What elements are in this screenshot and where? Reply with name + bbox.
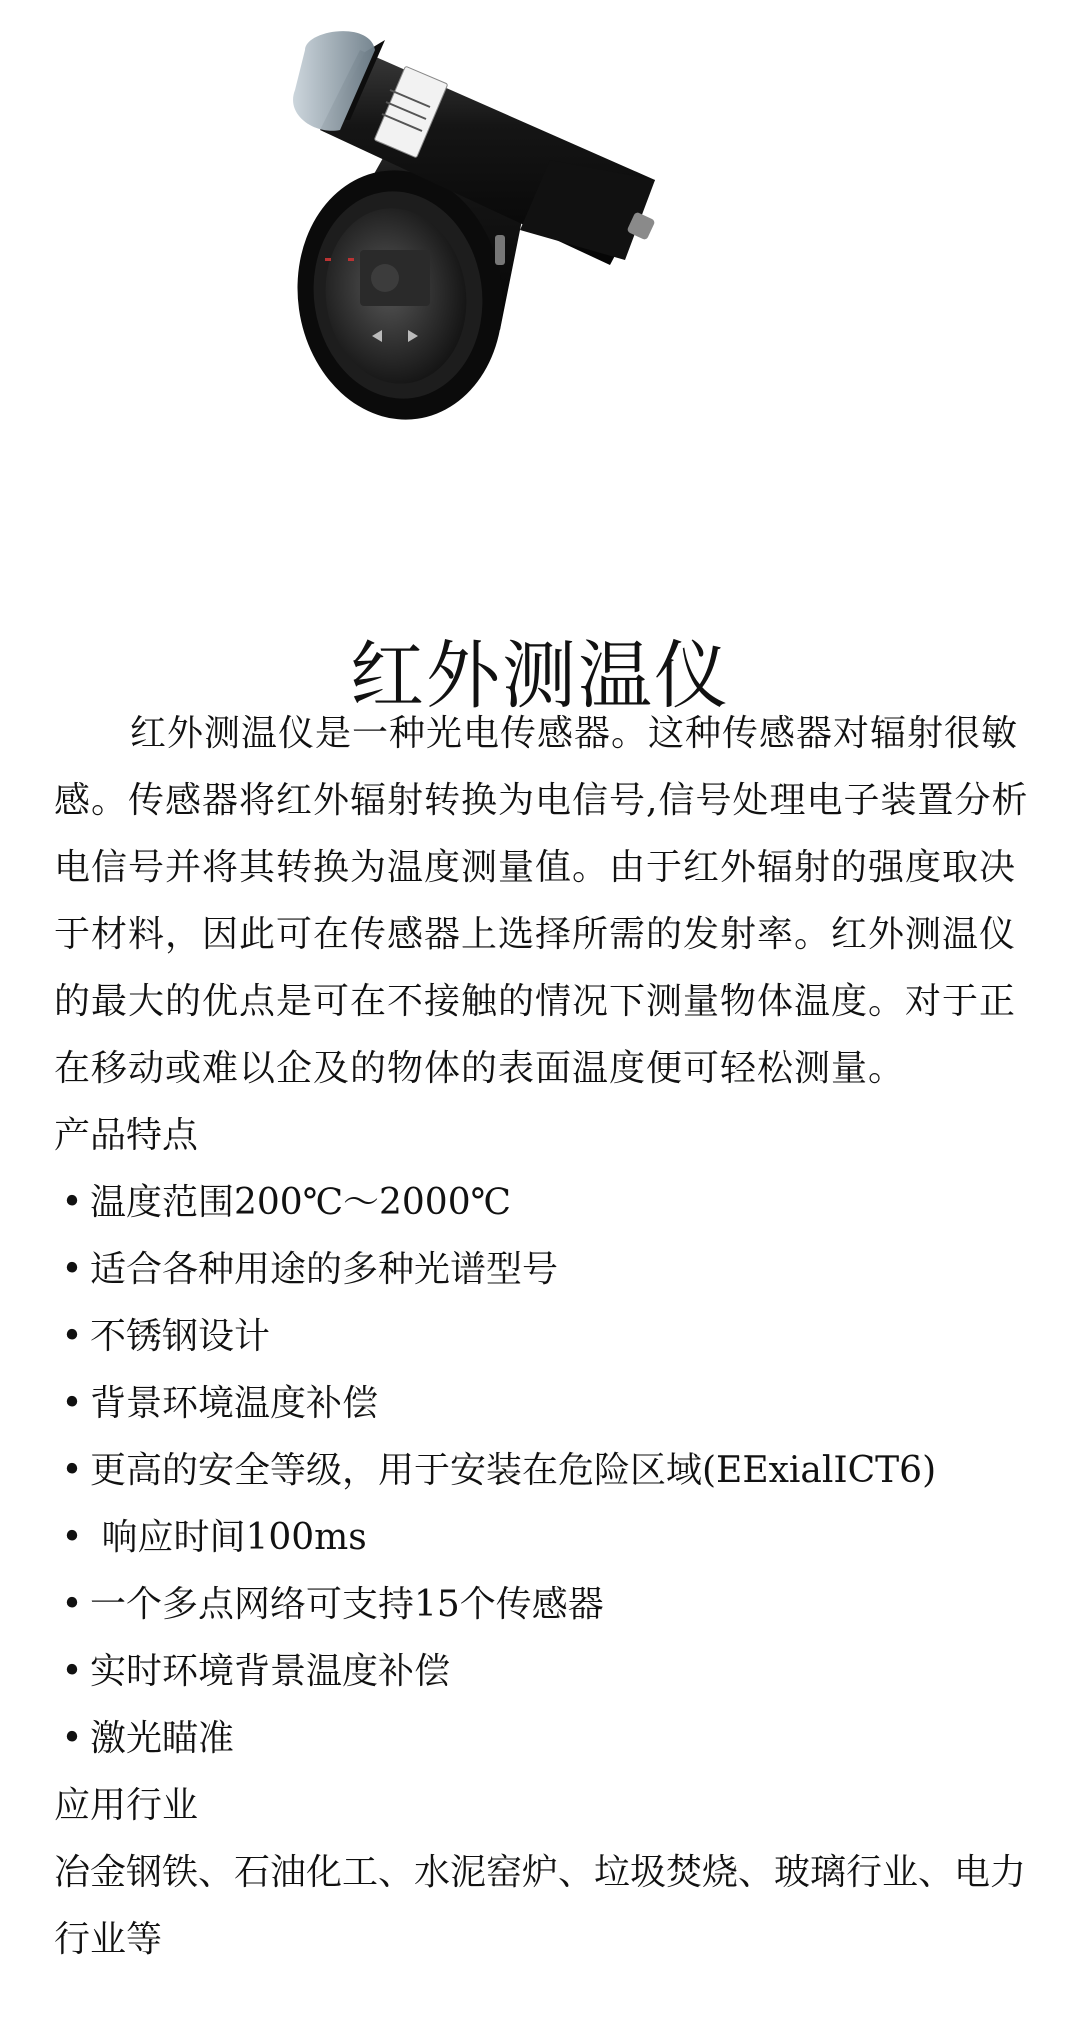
feature-text: 响应时间100ms xyxy=(90,1517,367,1558)
bullet: • xyxy=(61,1249,83,1290)
feature-item xyxy=(54,1437,1034,1504)
bullet: • xyxy=(61,1517,83,1558)
feature-text: 不锈钢设计 xyxy=(90,1316,271,1357)
feature-text: 一个多点网络可支持15个传感器 xyxy=(90,1584,604,1625)
intro-paragraph: 红外测温仪是一种光电传感器。这种传感器对辐射很敏感。传感器将红外辐射转换为电信号,信号处理电子装置分析电信号并将其转换为温度测量值。由于红外辐射的强度取决于材料，因此可在传感器上选择所需的发射率。红外测温仪的最大的优点是可在不接触的情况下测量物体温度。对于正在移动或难以企及的物体的表面温度便可轻松测量。 xyxy=(54,713,1029,1089)
feature-item xyxy=(54,1638,1034,1705)
bullet: • xyxy=(61,1450,83,1491)
bullet: • xyxy=(61,1584,83,1625)
feature-item xyxy=(54,1504,1034,1571)
feature-item xyxy=(54,1705,1034,1772)
feature-item xyxy=(54,1236,1034,1303)
bullet: • xyxy=(61,1718,83,1759)
feature-item xyxy=(54,1370,1034,1437)
bullet: • xyxy=(61,1182,83,1223)
feature-item xyxy=(54,1303,1034,1370)
feature-text: 更高的安全等级，用于安装在危险区域(EExialICT6) xyxy=(90,1450,937,1491)
feature-item xyxy=(54,1571,1034,1638)
bullet: • xyxy=(61,1316,83,1357)
bullet: • xyxy=(61,1383,83,1424)
bullet: • xyxy=(61,1651,83,1692)
features-list xyxy=(54,1169,1034,1772)
feature-text: 温度范围200℃～2000℃ xyxy=(90,1182,511,1223)
features-heading: 产品特点 xyxy=(54,1115,199,1156)
feature-text: 激光瞄准 xyxy=(90,1718,235,1759)
applications-heading: 应用行业 xyxy=(54,1785,199,1826)
article-body xyxy=(54,700,1034,1973)
feature-text: 实时环境背景温度补偿 xyxy=(90,1651,451,1692)
feature-text: 背景环境温度补偿 xyxy=(90,1383,379,1424)
feature-item xyxy=(54,1169,1034,1236)
applications-text: 冶金钢铁、石油化工、水泥窑炉、垃圾焚烧、玻璃行业、电力行业等 xyxy=(54,1852,1027,1960)
product-image xyxy=(280,10,840,440)
page-title: 红外测温仪 xyxy=(350,632,730,719)
feature-text: 适合各种用途的多种光谱型号 xyxy=(90,1249,559,1290)
